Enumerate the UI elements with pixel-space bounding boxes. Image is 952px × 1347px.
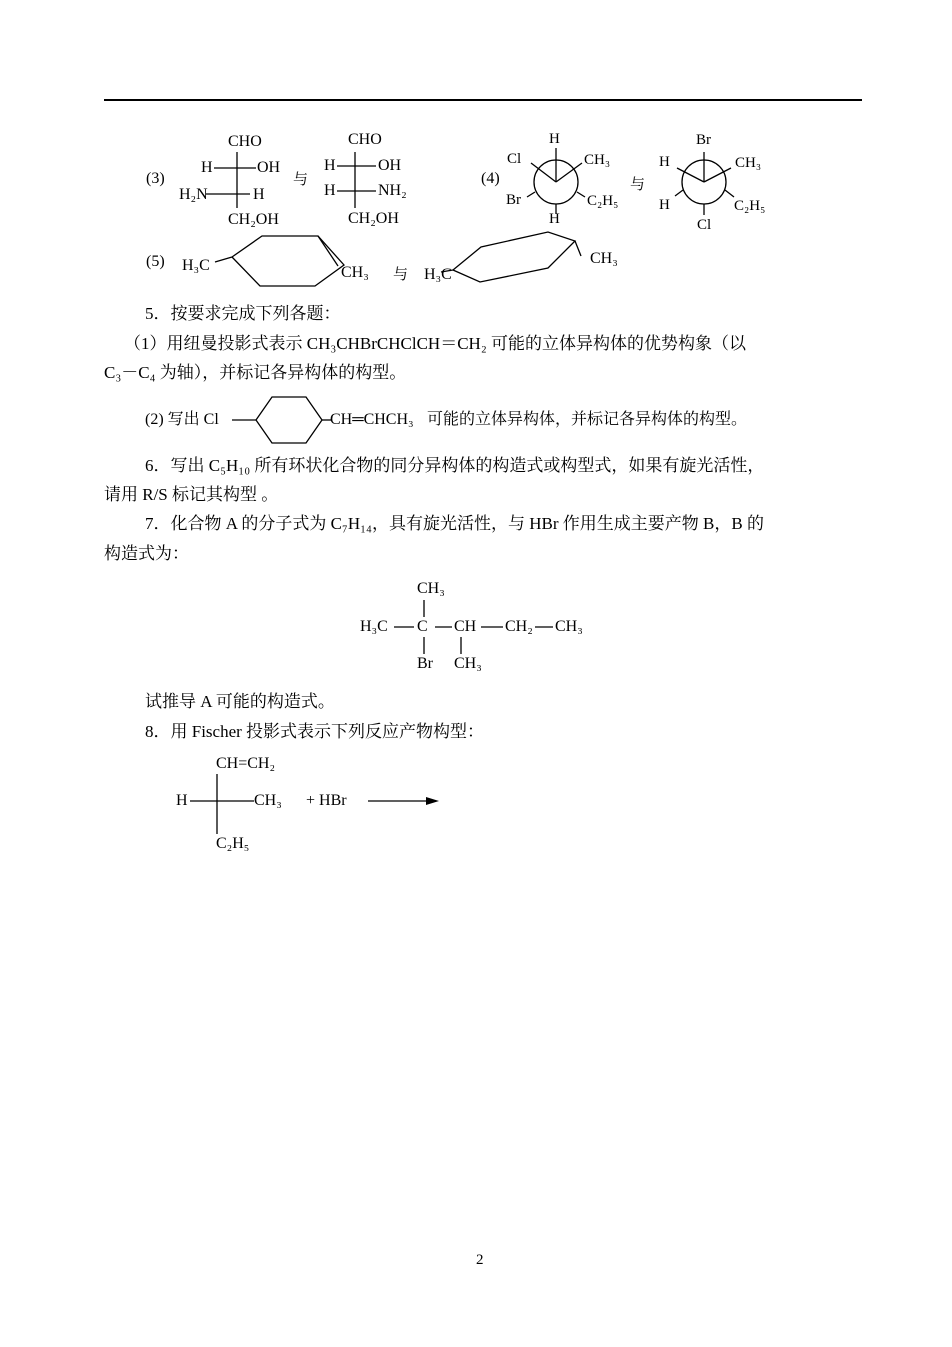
fischer1-bottom: CH₂OH [228, 211, 279, 228]
newman1-front-top: H [549, 131, 560, 147]
newman1-back-left: Br [506, 192, 521, 208]
fischer1-r2-left: H₂N [179, 186, 208, 203]
q7-line3: 试推导 A 可能的构造式。 [145, 692, 335, 711]
newman2-front-top: Br [696, 132, 711, 148]
fischer1-r1-left: H [201, 159, 213, 176]
q7-ch: CH [454, 618, 477, 635]
and-word-2: 与 [630, 177, 646, 193]
q7-line2: 构造式为： [104, 544, 189, 563]
fischer2-r2-right: NH₂ [378, 182, 407, 199]
q8-title: 8．用 Fischer 投影式表示下列反应产物构型： [145, 722, 485, 741]
q5-part1-line2: C₃－C₄ 为轴），并标记各异构体的构型。 [104, 363, 407, 382]
item-3-label: (3) [146, 170, 165, 187]
q7-c: C [417, 618, 428, 635]
q8-fischer-top: CH=CH₂ [216, 755, 276, 772]
q7-br: Br [417, 655, 433, 672]
fischer1-r2-right: H [253, 186, 265, 203]
newman2-front-left: H [659, 154, 670, 170]
chair2-left: H₃C [424, 266, 452, 283]
q5-part2-suffix: 可能的立体异构体，并标记各异构体的构型。 [427, 411, 748, 428]
fischer2-r1-left: H [324, 157, 336, 174]
q7-ch2: CH₂ [505, 618, 533, 635]
fischer2-r1-right: OH [378, 157, 402, 174]
fischer1-r1-right: OH [257, 159, 281, 176]
q8-reagent: + HBr [306, 792, 347, 809]
q7-h3c: H₃C [360, 618, 388, 635]
q8-fischer-left: H [176, 792, 188, 809]
q8-fischer-bottom: C₂H₅ [216, 835, 250, 852]
chair1-left: H₃C [182, 257, 210, 274]
q6-line1: 6．写出 C₅H₁₀ 所有环状化合物的同分异构体的构造式或构型式，如果有旋光活性， [145, 456, 765, 475]
fischer2-r2-left: H [324, 182, 336, 199]
newman1-front-right: CH₃ [584, 152, 611, 168]
newman1-back-bottom: H [549, 211, 560, 227]
page-number: 2 [476, 1252, 484, 1268]
q8-fischer-right: CH₃ [254, 792, 282, 809]
fischer1-top: CHO [228, 133, 262, 150]
q7-line1: 7．化合物 A 的分子式为 C₇H₁₄，具有旋光活性，与 HBr 作用生成主要产物 B，B 的 [145, 514, 764, 533]
item-5-label: (5) [146, 253, 165, 270]
fischer2-bottom: CH₂OH [348, 210, 399, 227]
and-word-1: 与 [293, 172, 309, 188]
chair1-right: CH₃ [341, 264, 369, 281]
fischer2-top: CHO [348, 131, 382, 148]
item-4-label: (4) [481, 170, 500, 187]
newman1-front-left: Cl [507, 151, 522, 167]
chair2-right: CH₃ [590, 250, 618, 267]
and-word-3: 与 [393, 267, 409, 283]
q7-top-ch3: CH₃ [417, 580, 445, 597]
q7-ch3-end: CH₃ [555, 618, 583, 635]
newman2-front-right: CH₃ [735, 155, 762, 171]
q5-part2-prefix: (2) 写出 Cl [145, 411, 219, 428]
q7-ch3-bottom: CH₃ [454, 655, 482, 672]
newman2-back-left: H [659, 197, 670, 213]
newman1-back-right: C₂H₅ [587, 193, 619, 209]
q5-part2-group: CH═CHCH₃ [330, 411, 414, 428]
newman2-back-right: C₂H₅ [734, 198, 766, 214]
q6-line2: 请用 R/S 标记其构型 。 [104, 485, 279, 504]
q5-part1-line1: （1）用纽曼投影式表示 CH₃CHBrCHClCH＝CH₂ 可能的立体异构体的优势构象（以 [124, 334, 746, 353]
newman2-back-bottom: Cl [697, 217, 712, 233]
q5-title: 5．按要求完成下列各题： [145, 304, 341, 323]
